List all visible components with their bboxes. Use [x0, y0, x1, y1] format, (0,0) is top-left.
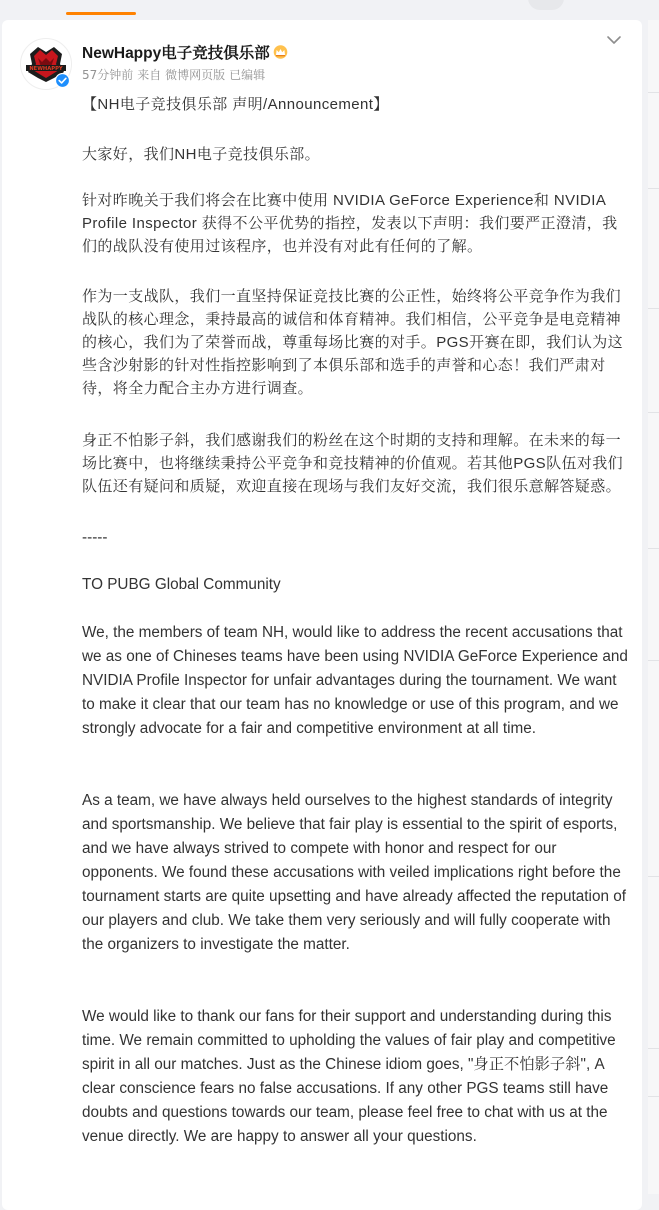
post-paragraph-en-3: We would like to thank our fans for their support and understanding during this time. We remain committed to upholding the values of fair play and competitive spirit in all our matches. Just as the Chinese idiom goes, "身正不怕影子斜", A clear conscience fears no false accusations. If any other PGS teams still have doubts and questions towards our team, please feel free to chat with us at the venue directly. We are happy to answer all your questions. [82, 1008, 616, 1145]
top-pill-button[interactable] [528, 0, 564, 10]
post-paragraph-zh-2: 作为一支战队，我们一直坚持保证竞技比赛的公正性，始终将公平竞争作为我们战队的核心理念，秉持最高的诚信和体育精神。我们相信，公平竞争是电竞精神的核心，我们为了荣誉而战，尊重每场比赛的对手。PGS开赛在即，我们认为这些含沙射影的针对性指控影响到了本俱乐部和选手的声誉和心态！我们严肃对待，将全力配合主办方进行调查。 [82, 288, 624, 397]
post-time-link[interactable]: 57分钟前 [82, 68, 134, 82]
post-paragraph-en-2: As a team, we have always held ourselves to the highest standards of integrity and sportsmanship. We believe that fair play is essential to the spirit of esports, and we have always strived to compete with honor and respect for our opponents. We found these accusations with veiled implications right before the tournament starts are quite upsetting and have already affected the reputation of our players and club. We take them very seriously and will fully cooperate with the organizers to investigate the matter. [82, 792, 626, 953]
crown-badge-icon[interactable] [273, 45, 288, 59]
top-tab-strip [0, 0, 659, 16]
svg-text:NEWHAPPY: NEWHAPPY [29, 66, 63, 72]
chevron-down-icon[interactable] [606, 34, 622, 46]
edited-label[interactable]: 已编辑 [229, 68, 266, 82]
right-sidebar-edge [648, 20, 659, 1194]
post-paragraph-greeting: 大家好，我们NH电子竞技俱乐部。 [82, 146, 321, 163]
author-row [82, 42, 288, 62]
post-title: 【NH电子竞技俱乐部 声明/Announcement】 [82, 96, 389, 113]
author-name-link[interactable]: NewHappy电子竞技俱乐部 [82, 45, 270, 62]
verified-badge-icon [55, 73, 70, 88]
active-tab-indicator [66, 12, 136, 15]
post-meta [82, 66, 269, 83]
post-paragraph-zh-3: 身正不怕影子斜，我们感谢我们的粉丝在这个时期的支持和理解。在未来的每一场比赛中，也将继续秉持公平竞争和竞技精神的价值观。若其他PGS队伍对我们队伍还有疑问和质疑，欢迎直接在现场与我们友好交流，我们很乐意解答疑惑。 [82, 432, 624, 495]
post-source: 来自 微博网页版 [137, 68, 226, 82]
post-paragraph-zh-1: 针对昨晚关于我们将会在比赛中使用 NVIDIA GeForce Experience和 NVIDIA Profile Inspector 获得不公平优势的指控，发表以下声明：我们要严正澄清，我们的战队没有使用过该程序，也并没有对此有任何的了解。 [82, 192, 618, 255]
post-paragraph-en-heading: TO PUBG Global Community [82, 576, 281, 593]
post-divider-text: ----- [82, 529, 108, 546]
post-paragraph-en-1: We, the members of team NH, would like to address the recent accusations that we as one of Chineses teams have been using NVIDIA GeForce Experience and NVIDIA Profile Inspector for unfair advantages during the tournament. We want to make it clear that our team has no knowledge or use of this program, and we strongly advocate for a fair and competitive environment at all time. [82, 624, 628, 737]
